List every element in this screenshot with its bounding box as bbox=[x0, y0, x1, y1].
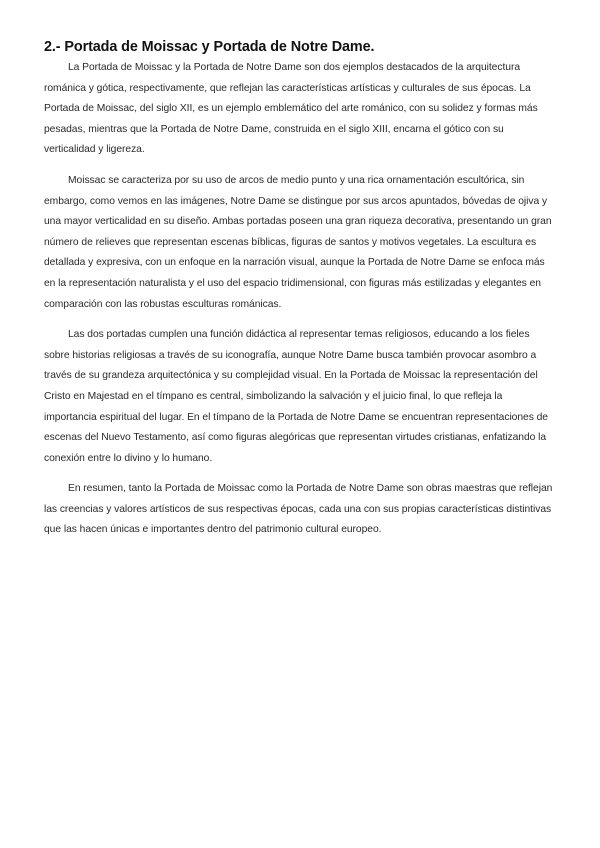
paragraph-introduction: La Portada de Moissac y la Portada de Notre Dame son dos ejemplos destacados de la arquitectura románica y gótica, respectivamente, que reflejan las características artísticas y culturales de sus épocas. La Portada de Moissac, del siglo XII, es un ejemplo emblemático del arte románico, con su solidez y formas más pesadas, mientras que la Portada de Notre Dame, construida en el siglo XIII, encarna el gótico con su verticalidad y ligereza. bbox=[44, 62, 538, 156]
document-title: 2.- Portada de Moissac y Portada de Notre Dame. bbox=[44, 39, 375, 55]
paragraph-comparison: Moissac se caracteriza por su uso de arcos de medio punto y una rica ornamentación escultórica, sin embargo, como vemos en las imágenes, Notre Dame se distingue por sus arcos apuntados, bóvedas de ojiva y una mayor verticalidad en su diseño. Ambas portadas poseen una gran riqueza decorativa, presentando un gran número de relieves que representan escenas bíblicas, figuras de santos y motivos vegetales. La escultura es detallada y expresiva, con un enfoque en la narración visual, aunque la Portada de Notre Dame se enfoca más en la representación naturalista y el uso del espacio tridimensional, con figuras más estilizadas y elegantes en comparación con las robustas esculturas románicas. bbox=[44, 174, 552, 310]
paragraph-function: Las dos portadas cumplen una función didáctica al representar temas religiosos, educando a los fieles sobre historias religiosas a través de su iconografía, aunque Notre Dame busca también provocar asombro a través de su grandeza arquitectónica y su complejidad visual. En la Portada de Moissac la representación del Cristo en Majestad en el tímpano es central, simbolizando la salvación y el juicio final, lo que refleja la importancia espiritual del lugar. En el tímpano de la Portada de Notre Dame se encuentran representaciones de escenas del Nuevo Testamento, así como figuras alegóricas que representan virtudes cristianas, enfatizando la conexión entre lo divino y lo humano. bbox=[44, 329, 548, 464]
paragraph-summary: En resumen, tanto la Portada de Moissac como la Portada de Notre Dame son obras maestras que reflejan las creencias y valores artísticos de sus respectivas épocas, cada una con sus propias características distintivas que las hacen únicas e importantes dentro del patrimonio cultural europeo. bbox=[44, 483, 553, 536]
